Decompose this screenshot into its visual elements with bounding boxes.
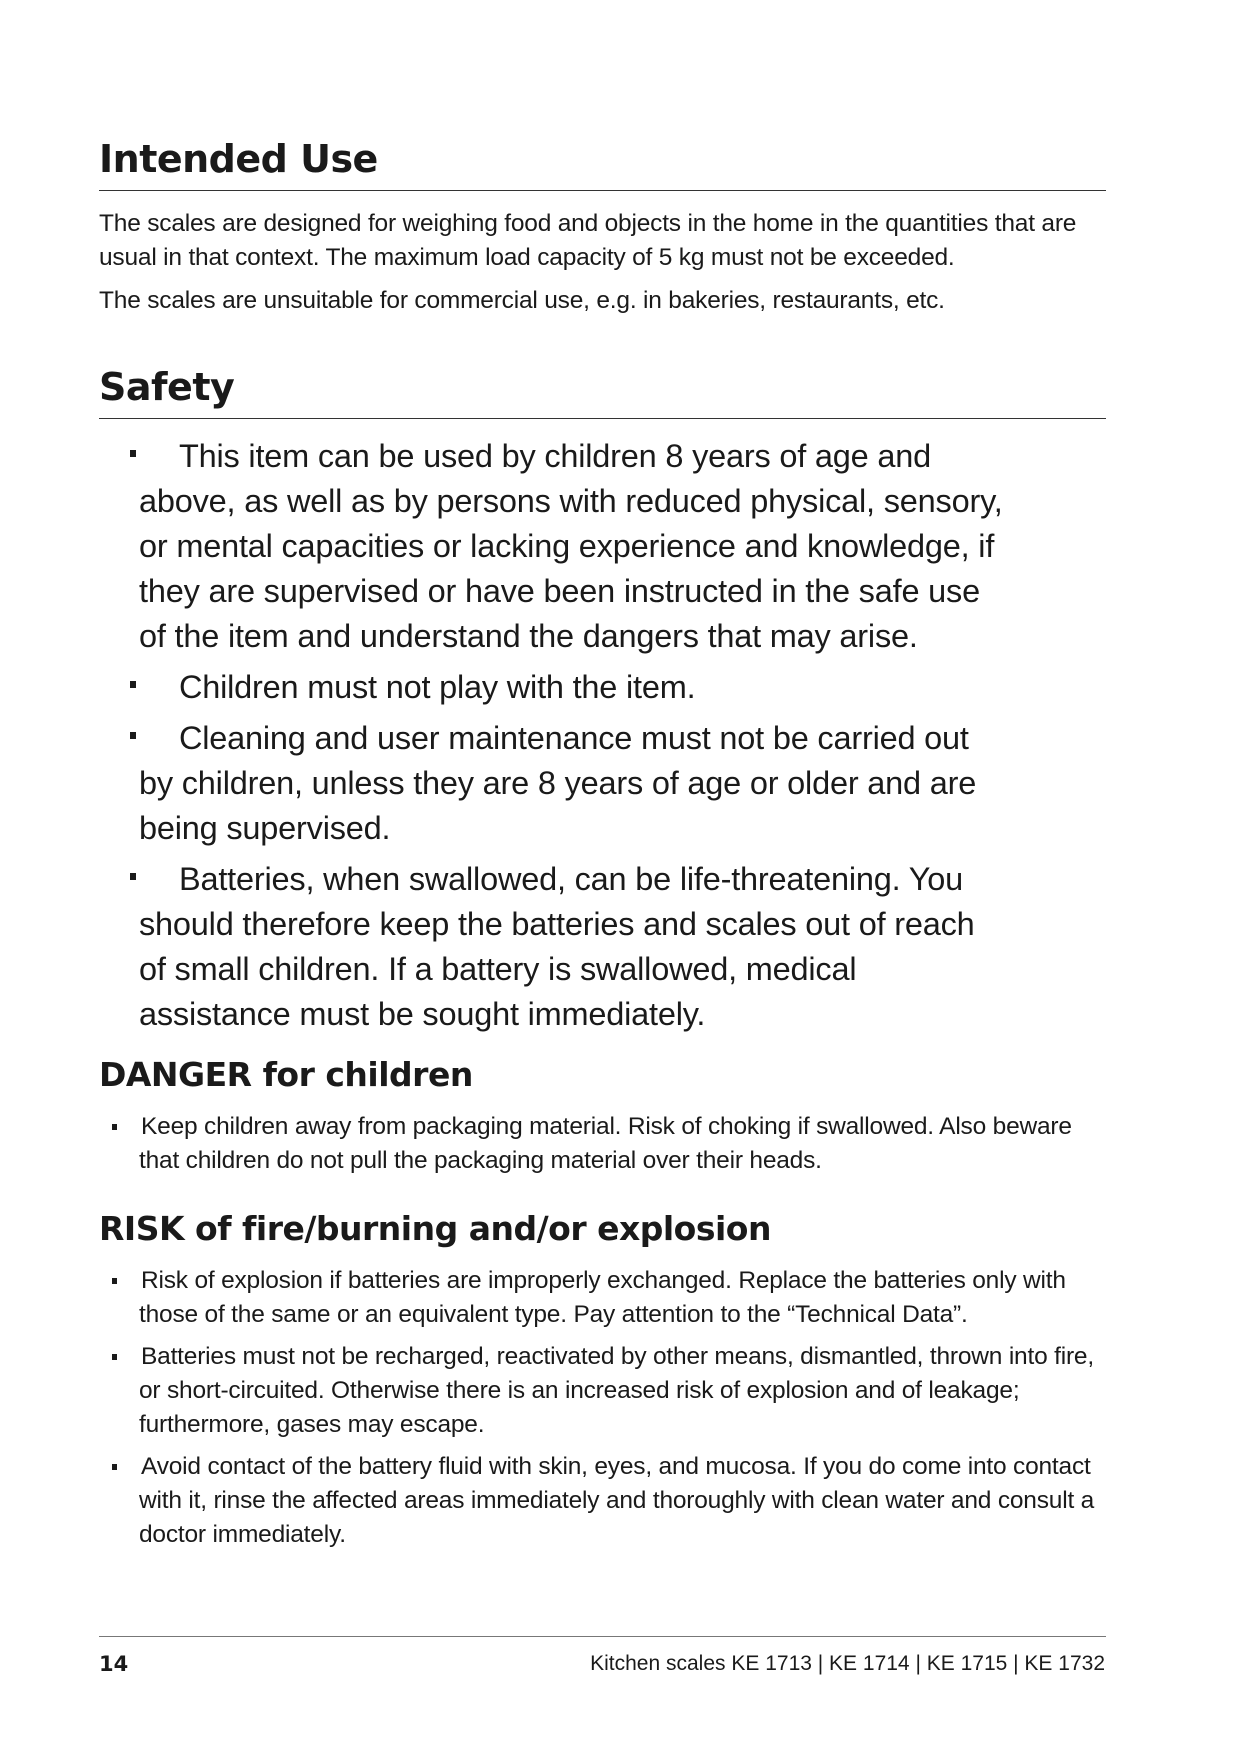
- intended-use-paragraph-2: The scales are unsuitable for commercial use, e.g. in bakeries, restaurants, etc.: [99, 287, 945, 314]
- list-item: Keep children away from packaging material. Risk of choking if swallowed. Also beware that children do not pull the packaging material over their heads.: [0, 1110, 1110, 1178]
- bullet-icon: [130, 873, 136, 880]
- risk-fire-heading: RISK of fire/burning and/or explosion: [99, 1209, 771, 1248]
- list-item: Batteries must not be recharged, reactivated by other means, dismantled, thrown into fire, or short-circuited. Otherwise there is an increased risk of explosion and of leakage; furthermore, gases may escape.: [0, 1340, 1110, 1442]
- safety-rule: [99, 418, 1106, 419]
- list-item: Batteries, when swallowed, can be life-threatening. You should therefore keep the batteries and scales out of reach of small children. If a battery is swallowed, medical assistance must be sought immediately.: [0, 857, 1010, 1037]
- danger-children-heading: DANGER for children: [99, 1055, 473, 1094]
- bullet-icon: [130, 450, 136, 457]
- list-item: Risk of explosion if batteries are improperly exchanged. Replace the batteries only with those of the same or an equivalent type. Pay attention to the “Technical Data”.: [0, 1264, 1110, 1332]
- risk-fire-list: [0, 1264, 1110, 1560]
- intended-use-heading: Intended Use: [99, 137, 378, 181]
- bullet-icon: [112, 1124, 117, 1130]
- safety-list: [0, 434, 1010, 1043]
- list-item: This item can be used by children 8 years of age and above, as well as by persons with reduced physical, sensory, or mental capacities or lacking experience and knowledge, if they are supervised or have been instructed in the safe use of the item and understand the dangers that may arise.: [0, 434, 1010, 659]
- list-item: Children must not play with the item.: [0, 665, 1010, 710]
- safety-heading: Safety: [99, 365, 235, 409]
- bullet-icon: [130, 681, 136, 688]
- intended-use-paragraph-1: The scales are designed for weighing food and objects in the home in the quantities that are usual in that context. The maximum load capacity of 5 kg must not be exceeded.: [99, 210, 1077, 271]
- bullet-icon: [112, 1354, 117, 1360]
- footer-rule: [99, 1636, 1106, 1637]
- danger-children-list: [0, 1110, 1110, 1186]
- bullet-icon: [112, 1278, 117, 1284]
- list-item: Avoid contact of the battery fluid with skin, eyes, and mucosa. If you do come into contact with it, rinse the affected areas immediately and thoroughly with clean water and consult a doctor immediately.: [0, 1450, 1110, 1552]
- footer-product-title: Kitchen scales KE 1713 | KE 1714 | KE 1715 | KE 1732: [590, 1652, 1105, 1675]
- page-number: 14: [99, 1652, 129, 1676]
- bullet-icon: [130, 732, 136, 739]
- intended-use-rule: [99, 190, 1106, 191]
- list-item: Cleaning and user maintenance must not be carried out by children, unless they are 8 years of age or older and are being supervised.: [0, 716, 1010, 851]
- bullet-icon: [112, 1464, 117, 1470]
